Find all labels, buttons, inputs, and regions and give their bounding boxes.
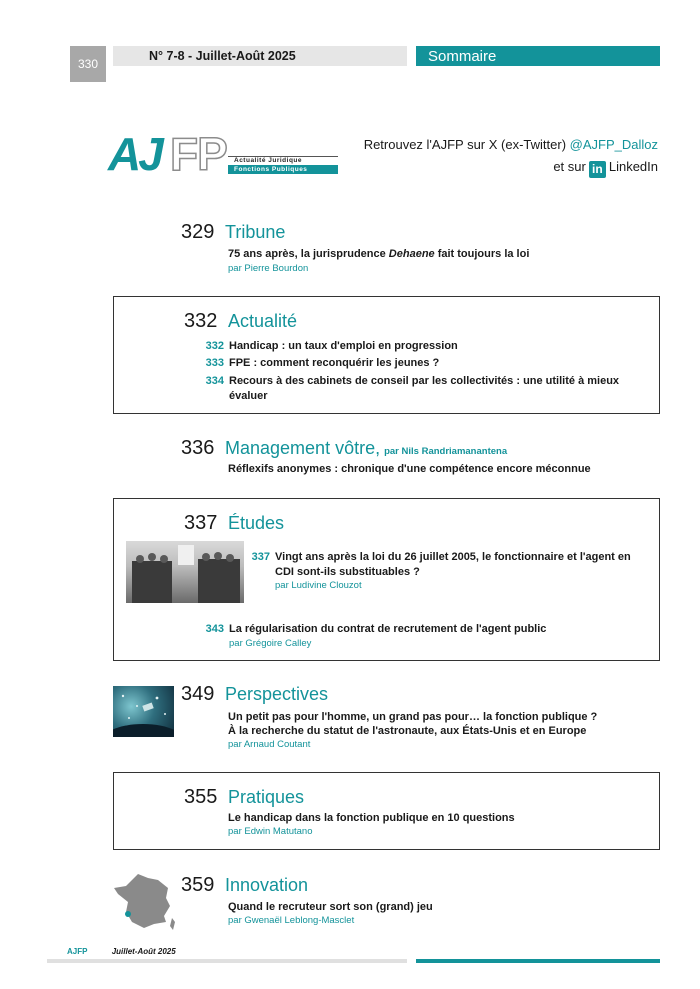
- article-author: par Gwenaël Leblong-Masclet: [228, 915, 355, 926]
- crowd-photo: [126, 541, 244, 603]
- logo-tagline-2: Fonctions Publiques: [228, 165, 338, 174]
- section-tribune-heading: [181, 221, 285, 244]
- list-item[interactable]: [248, 550, 648, 580]
- article-page: 332: [205, 340, 224, 352]
- article-page: 343: [205, 623, 224, 635]
- article-title: Handicap : un taux d'emploi en progression: [229, 340, 458, 352]
- footer-journal: AJFP: [67, 947, 88, 956]
- section-title[interactable]: Pratiques: [228, 787, 305, 807]
- section-page-number: 337: [184, 512, 218, 534]
- section-actualite-heading: [184, 310, 297, 333]
- article-title[interactable]: Un petit pas pour l'homme, un grand pas pour… la fonction publique ?: [228, 711, 598, 723]
- list-item[interactable]: [198, 339, 648, 354]
- logo-fp: FP: [170, 128, 227, 180]
- article-page: 333: [205, 357, 224, 369]
- article-author: par Ludivine Clouzot: [275, 580, 362, 591]
- footer-rule-teal: [416, 959, 660, 963]
- logo-aj: AJ: [108, 128, 161, 180]
- article-page: 337: [251, 551, 270, 563]
- article-author: par Grégoire Calley: [229, 638, 312, 649]
- section-page-number: 332: [184, 310, 218, 332]
- space-photo: [113, 686, 174, 737]
- social-linkedin-prefix: et sur: [553, 159, 586, 174]
- issue-label: N° 7-8 - Juillet-Août 2025: [113, 46, 407, 66]
- article-author: par Nils Randriamanantena: [384, 446, 508, 457]
- section-title[interactable]: Tribune: [225, 222, 286, 242]
- article-title[interactable]: Quand le recruteur sort son (grand) jeu: [228, 901, 433, 913]
- france-map-icon: [112, 872, 176, 932]
- page-number: 330: [70, 46, 106, 82]
- article-subtitle[interactable]: À la recherche du statut de l'astronaute, aux États-Unis et en Europe: [228, 725, 587, 737]
- social-x-text: Retrouvez l'AJFP sur X (ex-Twitter): [363, 137, 570, 152]
- section-title[interactable]: Études: [228, 513, 285, 533]
- ajfp-logo: [108, 128, 340, 184]
- footer: [47, 947, 176, 956]
- article-author: par Edwin Matutano: [228, 826, 313, 837]
- article-author: par Pierre Bourdon: [228, 263, 309, 274]
- section-title[interactable]: Actualité: [228, 311, 298, 331]
- section-perspectives-heading: [181, 683, 328, 706]
- section-label: Sommaire: [416, 46, 660, 66]
- section-management-heading: [181, 437, 507, 460]
- section-page-number: 355: [184, 786, 218, 808]
- article-title[interactable]: 75 ans après, la jurisprudence Dehaene fait toujours la loi: [228, 248, 530, 260]
- linkedin-icon[interactable]: in: [589, 161, 606, 178]
- article-title: Vingt ans après la loi du 26 juillet 2005, le fonctionnaire et l'agent en CDI sont-ils substituables ?: [275, 551, 631, 578]
- social-line-linkedin: [364, 156, 658, 178]
- social-line-x: [364, 134, 658, 156]
- article-page: 334: [205, 375, 224, 387]
- section-page-number: 349: [181, 683, 215, 705]
- article-author: par Arnaud Coutant: [228, 739, 311, 750]
- section-title[interactable]: Management vôtre,: [225, 438, 381, 458]
- section-page-number: 359: [181, 874, 215, 896]
- logo-tagline-1: Actualité Juridique: [228, 156, 338, 165]
- article-title: La régularisation du contrat de recrutement de l'agent public: [229, 623, 547, 635]
- section-title[interactable]: Innovation: [225, 875, 309, 895]
- section-pratiques-heading: [184, 786, 304, 809]
- article-title: Recours à des cabinets de conseil par les collectivités : une utilité à mieux évaluer: [229, 375, 620, 402]
- footer-rule-grey: [47, 959, 407, 963]
- article-title[interactable]: Le handicap dans la fonction publique en 10 questions: [228, 812, 515, 824]
- section-title[interactable]: Perspectives: [225, 684, 329, 704]
- twitter-handle-link[interactable]: @AJFP_Dalloz: [569, 137, 658, 152]
- list-item[interactable]: [198, 374, 648, 404]
- section-page-number: 329: [181, 221, 215, 243]
- section-page-number: 336: [181, 437, 215, 459]
- section-etudes-heading: [184, 512, 284, 535]
- linkedin-link[interactable]: LinkedIn: [608, 159, 658, 174]
- article-title[interactable]: Réflexifs anonymes : chronique d'une compétence encore méconnue: [228, 463, 591, 475]
- social-block: [364, 134, 658, 178]
- logo-tagline: [228, 156, 338, 174]
- list-item[interactable]: [198, 356, 648, 371]
- footer-date: Juillet-Août 2025: [111, 947, 176, 956]
- section-innovation-heading: [181, 874, 308, 897]
- article-title: FPE : comment reconquérir les jeunes ?: [229, 357, 440, 369]
- list-item[interactable]: [198, 622, 648, 637]
